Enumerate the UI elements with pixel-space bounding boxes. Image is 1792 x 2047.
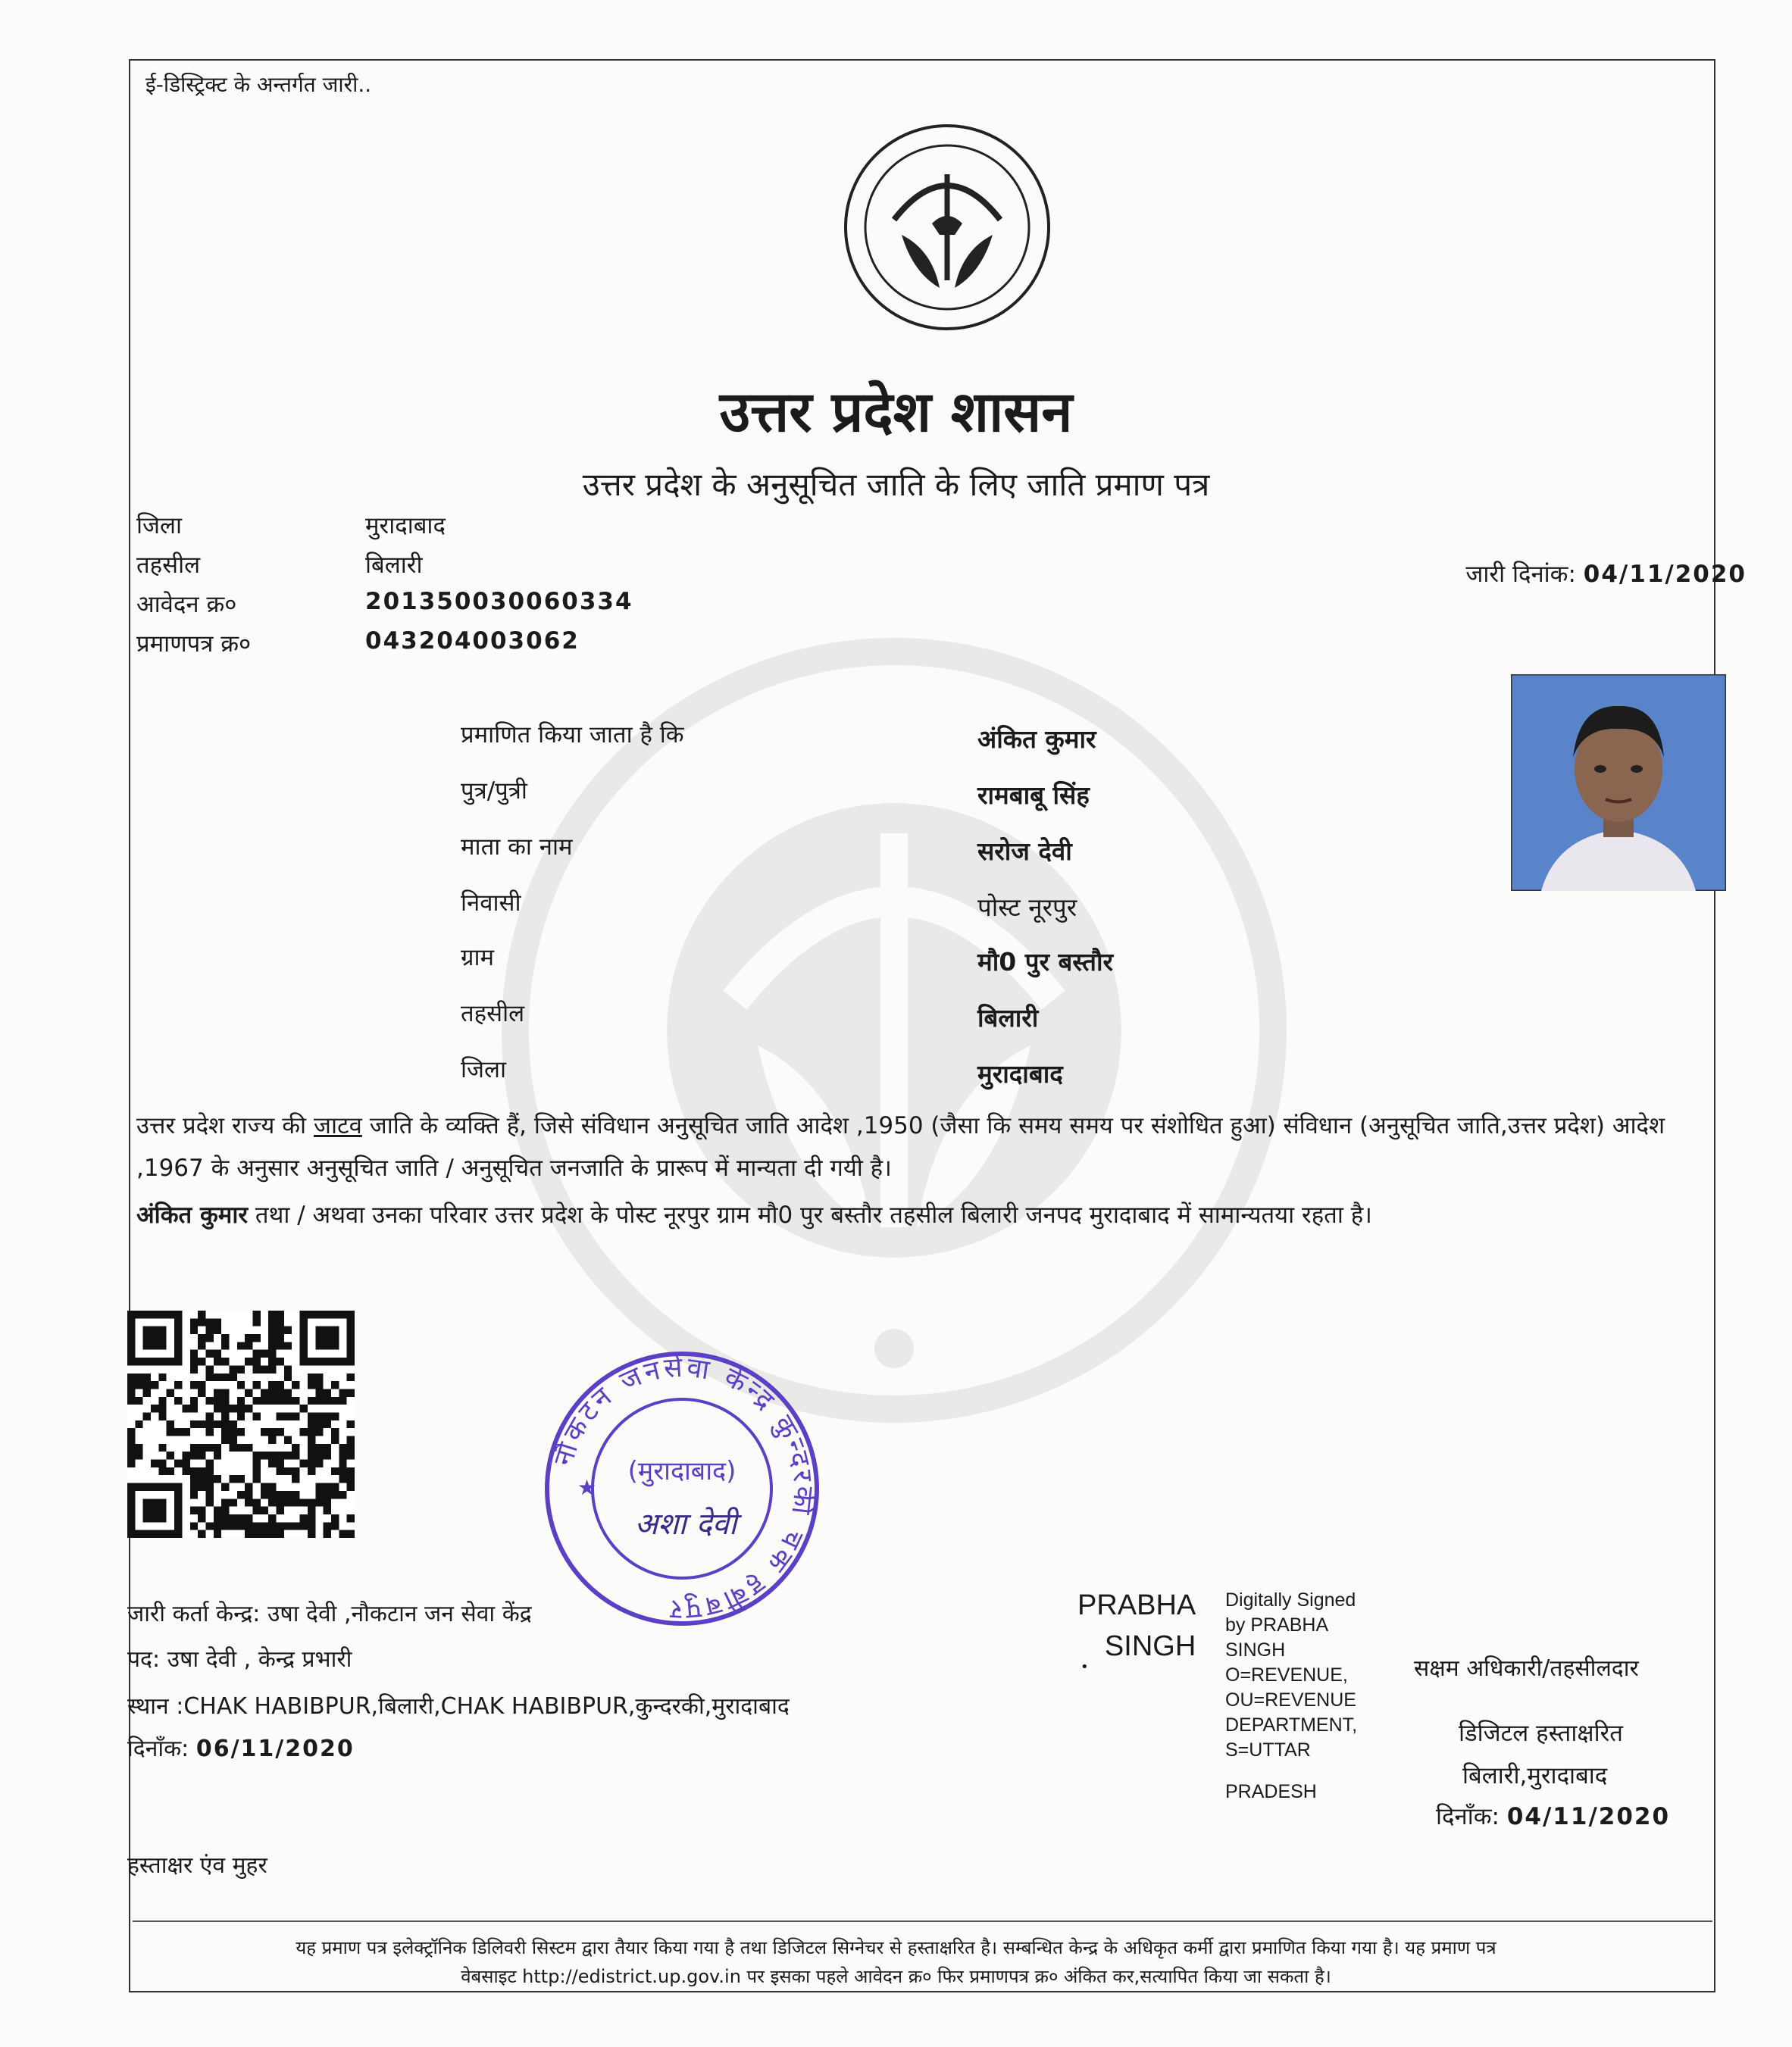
issuing-center-label: जारी कर्ता केन्द्र: bbox=[127, 1601, 261, 1627]
authority-date bbox=[1436, 1800, 1670, 1832]
caste-paragraph bbox=[136, 1105, 1728, 1189]
field-value-tehsil: बिलारी bbox=[977, 1003, 1039, 1033]
caste-para-rest: जाति के व्यक्ति हैं, जिसे संविधान अनुसूचित जाति आदेश ,1950 (जैसा कि समय समय पर संशोधित हुआ) संविधान (अनुसूचित जाति,उत्तर प्रदेश) आदेश ,1967 के अनुसार अनुसूचित जाति / अनुसूचित जनजाति के प्रारूप में मान्यता दी गयी है। bbox=[136, 1112, 1665, 1182]
signer-name-line1: PRABHA bbox=[1077, 1589, 1196, 1621]
certificate-number: 043204003062 bbox=[365, 627, 580, 655]
authority-digitally-signed: डिजिटल हस्ताक्षरित bbox=[1459, 1720, 1623, 1747]
sig-detail-2: by PRABHA bbox=[1225, 1614, 1329, 1636]
field-label-resident: निवासी bbox=[461, 889, 521, 917]
issuer-date-value: 06/11/2020 bbox=[195, 1736, 355, 1762]
sig-detail-8: PRADESH bbox=[1225, 1781, 1317, 1802]
up-emblem-logo bbox=[841, 121, 1053, 333]
sig-detail-1: Digitally Signed bbox=[1225, 1589, 1356, 1611]
sig-detail-3: SINGH bbox=[1225, 1639, 1286, 1661]
digital-signer-name bbox=[1077, 1585, 1196, 1667]
field-label-parent: पुत्र/पुत्री bbox=[461, 777, 527, 805]
qr-code bbox=[127, 1311, 355, 1538]
application-number-label: आवेदन क्र० bbox=[136, 591, 237, 618]
issuer-post-value: उषा देवी , केन्द्र प्रभारी bbox=[167, 1646, 352, 1673]
certificate-number-label: प्रमाणपत्र क्र० bbox=[136, 630, 252, 658]
sig-detail-6: DEPARTMENT, bbox=[1225, 1714, 1358, 1736]
issuer-place bbox=[127, 1689, 790, 1720]
issuing-center-value: उषा देवी ,नौकटान जन सेवा केंद्र bbox=[267, 1601, 532, 1627]
field-label-mother: माता का नाम bbox=[461, 833, 573, 861]
document-subtitle: उत्तर प्रदेश के अनुसूचित जाति के लिए जाति प्रमाण पत्र bbox=[582, 466, 1210, 503]
application-number: 201350030060334 bbox=[365, 588, 633, 615]
sig-detail-5: OU=REVENUE bbox=[1225, 1689, 1356, 1711]
issuer-place-value: CHAK HABIBPUR,बिलारी,CHAK HABIBPUR,कुन्दरकी,मुरादाबाद bbox=[183, 1693, 790, 1720]
district-value: मुरादाबाद bbox=[365, 512, 446, 539]
tehsil-value: बिलारी bbox=[365, 552, 423, 579]
field-label-tehsil: तहसील bbox=[461, 1000, 525, 1027]
caste-para-intro: उत्तर प्रदेश राज्य की bbox=[136, 1112, 314, 1139]
tehsil-label: तहसील bbox=[136, 552, 201, 579]
issue-date-value: 04/11/2020 bbox=[1583, 561, 1747, 588]
field-label-certified: प्रमाणित किया जाता है कि bbox=[461, 721, 684, 748]
sig-detail-7: S=UTTAR bbox=[1225, 1739, 1311, 1761]
footer-divider bbox=[133, 1920, 1712, 1922]
field-label-district: जिला bbox=[461, 1056, 507, 1083]
center-rubber-stamp bbox=[538, 1345, 826, 1633]
issuer-post bbox=[127, 1642, 352, 1674]
field-value-mother: सरोज देवी bbox=[977, 836, 1072, 866]
authority-date-value: 04/11/2020 bbox=[1506, 1803, 1671, 1830]
issue-date bbox=[1465, 558, 1747, 589]
field-value-village: मौ0 पुर बस्तौर bbox=[977, 947, 1113, 977]
issuer-post-label: पद: bbox=[127, 1646, 161, 1673]
signature-dot: • bbox=[1081, 1659, 1089, 1675]
field-value-father: रामबाबू सिंह bbox=[977, 780, 1090, 810]
stamp-center-text: (मुरादाबाद) bbox=[627, 1456, 737, 1486]
footer-note-line1: यह प्रमाण पत्र इलेक्ट्रॉनिक डिलिवरी सिस्टम द्वारा तैयार किया गया है तथा डिजिटल सिग्नेचर से हस्ताक्षरित है। सम्बन्धित केन्द्र के अधिकृत कर्मी द्वारा प्रमाणित किया गया है। यह प्रमाण पत्र bbox=[296, 1937, 1496, 1958]
signature-seal-label: हस्ताक्षर एंव मुहर bbox=[127, 1852, 267, 1879]
document-title: उत्तर प्रदेश शासन bbox=[719, 380, 1073, 445]
edistrict-note: ई-डिस्ट्रिक्ट के अन्तर्गत जारी.. bbox=[145, 72, 372, 97]
issuing-center bbox=[127, 1597, 532, 1628]
field-value-post: पोस्ट नूरपुर bbox=[977, 892, 1077, 922]
district-label: जिला bbox=[136, 512, 183, 539]
issuer-place-label: स्थान : bbox=[127, 1693, 184, 1720]
residence-para-rest: तथा / अथवा उनका परिवार उत्तर प्रदेश के पोस्ट नूरपुर ग्राम मौ0 पुर बस्तौर तहसील बिलारी जनपद मुरादाबाद में सामान्यतया रहता है। bbox=[248, 1202, 1372, 1229]
field-value-name: अंकित कुमार bbox=[977, 724, 1096, 754]
authority-title: सक्षम अधिकारी/तहसीलदार bbox=[1414, 1655, 1639, 1682]
issue-date-label: जारी दिनांक: bbox=[1465, 561, 1576, 588]
field-value-district: मुरादाबाद bbox=[977, 1059, 1063, 1089]
sig-detail-4: O=REVENUE, bbox=[1225, 1664, 1348, 1686]
authority-date-label: दिनाँक: bbox=[1436, 1803, 1500, 1830]
svg-text:★: ★ bbox=[577, 1475, 597, 1500]
authority-place: बिलारी,मुरादाबाद bbox=[1462, 1762, 1608, 1789]
signer-name-line2: SINGH bbox=[1104, 1630, 1196, 1662]
issuer-date-label: दिनाँक: bbox=[127, 1736, 189, 1762]
residence-paragraph bbox=[136, 1194, 1728, 1236]
stamp-ring-text: नौकटन जनसेवा केन्द्र कुन्दरकी चक हबीबपुर bbox=[548, 1352, 820, 1626]
footer-note-line2: वेबसाइट http://edistrict.up.gov.in पर इसका पहले आवेदन क्र० फिर प्रमाणपत्र क्र० अंकित कर,सत्यापित किया जा सकता है। bbox=[461, 1966, 1331, 1987]
field-label-village: ग्राम bbox=[461, 944, 495, 971]
caste-name: जाटव bbox=[313, 1112, 362, 1139]
digital-signature-details bbox=[1225, 1588, 1357, 1805]
issuer-date bbox=[127, 1732, 355, 1763]
applicant-photo bbox=[1511, 674, 1726, 891]
residence-person-name: अंकित कुमार bbox=[136, 1202, 249, 1229]
handwritten-signature: अशा देवी bbox=[634, 1507, 737, 1542]
